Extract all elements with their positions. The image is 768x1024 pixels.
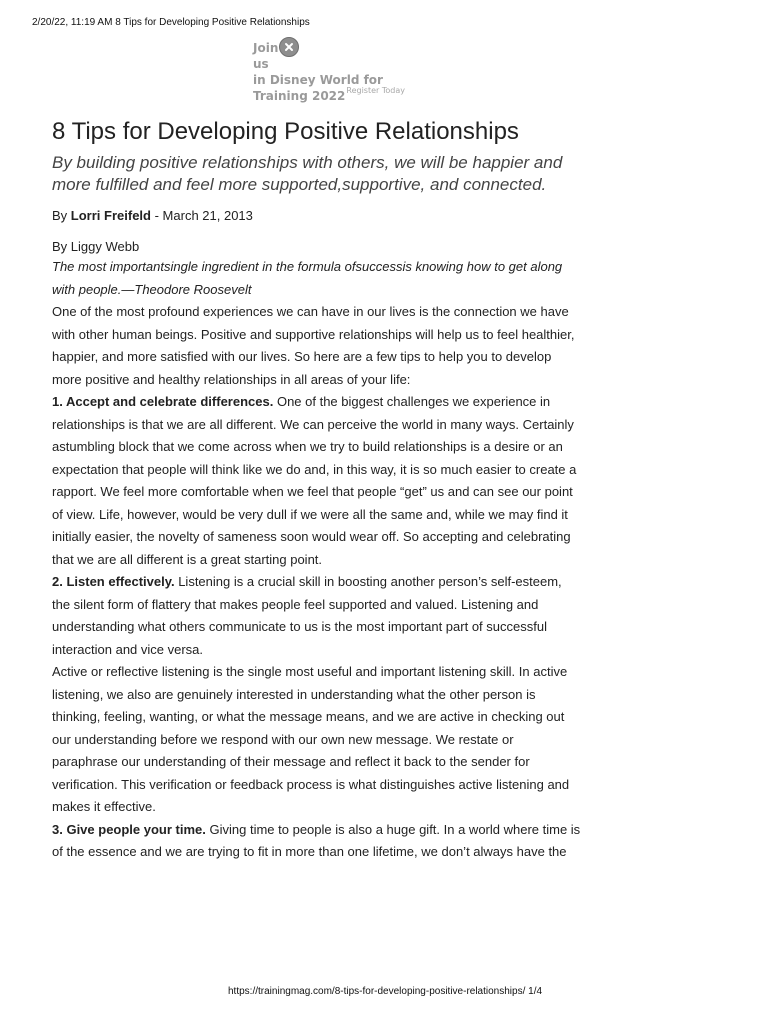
byline	[52, 207, 582, 225]
intro-paragraph: One of the most profound experiences we can have in our lives is the connection we have with other human beings. Positive and supportive relationships will help us to feel healthier, happier, and more satisfied with our lives. So here are a few tips to help you to develop more positive and healthy relationships in all areas of your life:	[52, 304, 575, 387]
print-header: 2/20/22, 11:19 AM 8 Tips for Developing Positive Relationships	[32, 17, 310, 28]
author-link[interactable]: Lorri Freifeld	[70, 208, 151, 223]
tip-3-text: Giving time to people is also a huge gift. In a world where time is of the essence and we are trying to fit in more than one lifetime, we don’t always have the	[52, 821, 581, 859]
active-listening-paragraph: Active or reflective listening is the single most useful and important listening skill. In active listening, we also are genuinely interested in understanding what the other person is thinking, feeling, wanting, or what the message means, and we are active in checking out our understanding before we respond with our own new message. We restate or paraphrase our understanding of their message and reflect it back to the sender for verification. This verification or feedback process is what distinguishes active listening and makes it effective.	[52, 664, 570, 814]
byline-secondary: By Liggy Webb	[52, 239, 140, 254]
article-subtitle: By building positive relationships with others, we will be happier and more fulfilled and feel more supported,supportive, and connected.	[52, 153, 563, 194]
close-promo-button[interactable]	[279, 37, 299, 57]
tip-1-text: One of the biggest challenges we experience in relationships is that we are all different. We can perceive the world in many ways. Certainly astumbling block that we come across when we try to build relationships is a desire or an expectation that people will think like we do and, in this way, it is so much easier to create a rapport. We feel more comfortable when we feel that people “get” us and can see our point of view. Life, however, would be very dull if we were all the same and, while we may find it initially easier, the novelty of sameness soon would wear off. So accepting and celebrating that we are all different is a great starting point.	[52, 394, 577, 567]
tip-3-paragraph	[52, 819, 582, 864]
article-body	[52, 256, 582, 864]
print-footer: https://trainingmag.com/8-tips-for-developing-positive-relationships/ 1/4	[228, 986, 543, 997]
tip-2-heading: 2. Listen effectively.	[52, 574, 175, 589]
article-title: 8 Tips for Developing Positive Relationships	[52, 118, 519, 145]
promo-line-disney: in Disney World for	[253, 73, 383, 87]
register-today-link[interactable]: Register Today	[346, 86, 405, 95]
article	[52, 116, 582, 864]
tip-1-paragraph	[52, 391, 582, 571]
tip-1-heading: 1. Accept and celebrate differences.	[52, 394, 274, 409]
promo-line-us: us	[253, 57, 269, 71]
byline-prefix: By	[52, 208, 68, 223]
publish-date: - March 21, 2013	[154, 208, 253, 223]
promo-line-join: Join	[253, 41, 279, 55]
tip-2-text: Listening is a crucial skill in boosting another person’s self-esteem, the silent form of flattery that makes people feel supported and valued. Listening and understanding what others communicate to us is the most important part of successful interaction and vice versa.	[52, 574, 562, 657]
opening-quote: The most importantsingle ingredient in the formula ofsuccessis knowing how to get along with people.—Theodore Roosevelt	[52, 259, 563, 297]
promo-line-training: Training 2022	[253, 89, 346, 103]
tip-2-paragraph	[52, 571, 582, 661]
tip-3-heading: 3. Give people your time.	[52, 821, 206, 837]
promo-banner[interactable]	[253, 40, 403, 104]
close-icon	[284, 42, 294, 52]
